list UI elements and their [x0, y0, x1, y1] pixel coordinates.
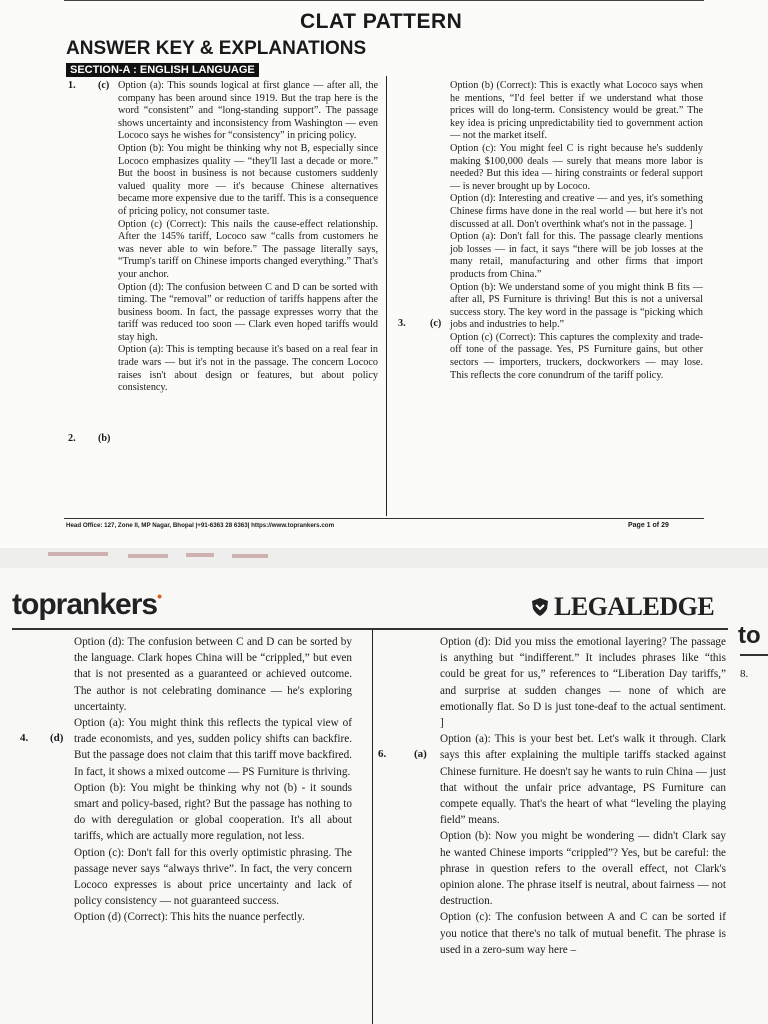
q4-option-d: Option (d) (Correct): This hits the nuance perfectly.	[74, 911, 305, 924]
section-label: SECTION-A : ENGLISH LANGUAGE	[66, 63, 259, 77]
q2-option-b: Option (b) (Correct): This is exactly what Lococo says when he mentions, “I'd feel better if we understand what those prices will do long-term. Consistency would be great.” The key idea is pricing unpredictability tied to government action — not the market itself.	[450, 80, 703, 142]
scrap-mark	[128, 554, 168, 558]
answer-6: (a)	[414, 748, 427, 760]
answer-2: (b)	[98, 433, 111, 444]
page-subtitle: ANSWER KEY & EXPLANATIONS	[66, 38, 367, 59]
toprankers-logo: toprankers•	[12, 588, 161, 621]
question-number-3: 3.	[398, 318, 406, 329]
q5-option-d: Option (d): Did you miss the emotional layering? The passage is anything but “indifferent.” It includes phrases like “this could be great for us,” references to “Liberation Day tariffs,” and surprise at sudden changes — none of which are emotionally flat. So D is just tone-deaf to the actual sentiment. ]	[440, 636, 726, 730]
legaledge-logo: LEGALEDGE	[530, 592, 714, 622]
answer-4: (d)	[50, 732, 64, 744]
answer-1: (c)	[98, 80, 110, 91]
shield-icon	[530, 597, 550, 617]
q4-option-b: Option (b): You might be thinking why not (b) - it sounds smart and policy-based, right? But the passage has nothing to do with deregulation or global cooperation. It's all about tariffs, which are actually more regulation, not less.	[74, 781, 352, 843]
q2-option-d: Option (d): Interesting and creative — and yes, it's something Chinese firms have done in the real world — but here it's not discussed at all. Don't overthink what's not in the passage. ]	[450, 193, 703, 230]
q3-option-d: Option (d): The confusion between C and D can be sorted by the language. Clark hopes China will be “crippled,” but even that is not presented as a guaranteed or achieved outcome. The author is not celebrating dominance — he's exploring uncertainty.	[74, 636, 352, 713]
q3-option-a: Option (a): Don't fall for this. The passage clearly mentions job losses — in fact, it says “there will be job losses at the many retail, manufacturing and other firms that import products from China.”	[450, 231, 703, 280]
q3-option-c: Option (c) (Correct): This captures the complexity and trade-off tone of the passage. Yes, PS Furniture gains, but other sectors — importers, truckers, dockworkers — may lose. This reflects the core conundrum of the tariff policy.	[450, 331, 703, 381]
q6-option-c: Option (c): The confusion between A and C can be sorted if you notice that there's no talk of mutual benefit. The phrase is used in a zero-sum way here –	[440, 911, 726, 956]
right-column-text	[440, 634, 726, 958]
column-divider	[372, 630, 373, 1024]
header-rule-fragment	[740, 654, 768, 656]
q4-option-a: Option (a): You might think this reflects the typical view of trade economists, and yes, sudden policy shifts can backfire. But the passage does not claim that this tariff move backfired. In fact, it shows a mixed outcome — PS Furniture is thriving.	[74, 717, 352, 778]
top-rule	[64, 0, 704, 1]
q2-option-a: Option (a): This is tempting because it's based on a real fear in trade wars — but it's not in the passage. The concern Lococo raises isn't about design or features, but about policy consistency.	[118, 344, 378, 394]
answer-3: (c)	[430, 318, 442, 329]
right-column-text	[450, 80, 703, 382]
question-number-1: 1.	[68, 80, 76, 91]
q1-option-c: Option (c) (Correct): This nails the cause-effect relationship. After the 145% tariff, Lococo saw “calls from customers he was never able to win before.” The passage literally says, “Trump's tariff on Chinese imports changed everything.” That's your anchor.	[118, 218, 378, 280]
page-gap	[0, 548, 768, 568]
question-number-6: 6.	[378, 748, 387, 760]
q4-option-c: Option (c): Don't fall for this overly optimistic phrasing. The passage never says “always thrive”. In fact, the very concern Lococo expresses is about price uncertainty and lack of policy consistency — not guaranteed success.	[74, 846, 352, 908]
header-rule	[12, 628, 728, 630]
next-page-number: 8.	[740, 668, 749, 680]
scrap-mark	[232, 554, 268, 558]
column-divider	[386, 76, 387, 516]
q2-option-c: Option (c): You might feel C is right because he's suddenly making $100,000 deals — surely that means more labor is needed? But this idea — hiring constraints or federal support — is never brought up by Lococo.	[450, 142, 703, 192]
q1-option-a: Option (a): This sounds logical at first glance — after all, the company has been around since 1919. But the trap here is the word “consistent” and “long-standing support”. The passage shows uncertainty and inconsistency from Washington — even Lococo says he wishes for “consistency” in pricing policy.	[118, 80, 378, 142]
q3-option-b: Option (b): We understand some of you might think B fits — after all, PS Furniture is thriving! But this is not a universal success story. The key word in the passage is “picking which jobs and industries to help.”	[450, 281, 703, 331]
footer-address: Head Office: 127, Zone II, MP Nagar, Bhopal |+91-6363 28 6363| https://www.toprankers.com	[66, 522, 335, 529]
q1-option-d: Option (d): The confusion between C and D can be sorted with timing. The “removal” or reduction of tariffs happens after the business boom. In fact, the passage expresses worry that the tariff was reduced too soon — Clark even hoped tariffs would stay high.	[118, 281, 378, 343]
left-column-text	[74, 634, 352, 926]
scrap-mark	[186, 553, 214, 557]
question-number-2: 2.	[68, 433, 76, 444]
q6-option-b: Option (b): Now you might be wondering — didn't Clark say he wanted Chinese imports “crippled”? Yes, but be careful: the phrase in question refers to the overall effect, not Clark's opinion alone. The phrase itself is neutral, about fairness — not destruction.	[440, 830, 726, 908]
answer-key-page-2	[0, 568, 768, 1024]
scrap-mark	[48, 552, 108, 556]
page-title: CLAT PATTERN	[300, 10, 463, 33]
page-number: Page 1 of 29	[628, 522, 669, 529]
question-number-4: 4.	[20, 732, 29, 744]
next-page-fragment: to	[738, 622, 761, 649]
left-column-text	[118, 80, 378, 395]
footer-rule	[64, 518, 704, 519]
q1-option-b: Option (b): You might be thinking why not B, especially since Lococo emphasizes quality — “they'll last a decade or more.” But the boost in business is not because customers suddenly valued quality more — it's because Chinese alternatives became more expensive due to the tariff. This is a consequence of pricing policy, not consumer taste.	[118, 142, 378, 217]
q6-option-a: Option (a): This is your best bet. Let's walk it through. Clark says this after explaining the multiple tariffs stacked against Chinese furniture. He doesn't say he wants to ruin China — just that without the unfair price advantage, PS Furniture can compete equally. That's the heart of what “leveling the playing field” means.	[440, 733, 726, 827]
